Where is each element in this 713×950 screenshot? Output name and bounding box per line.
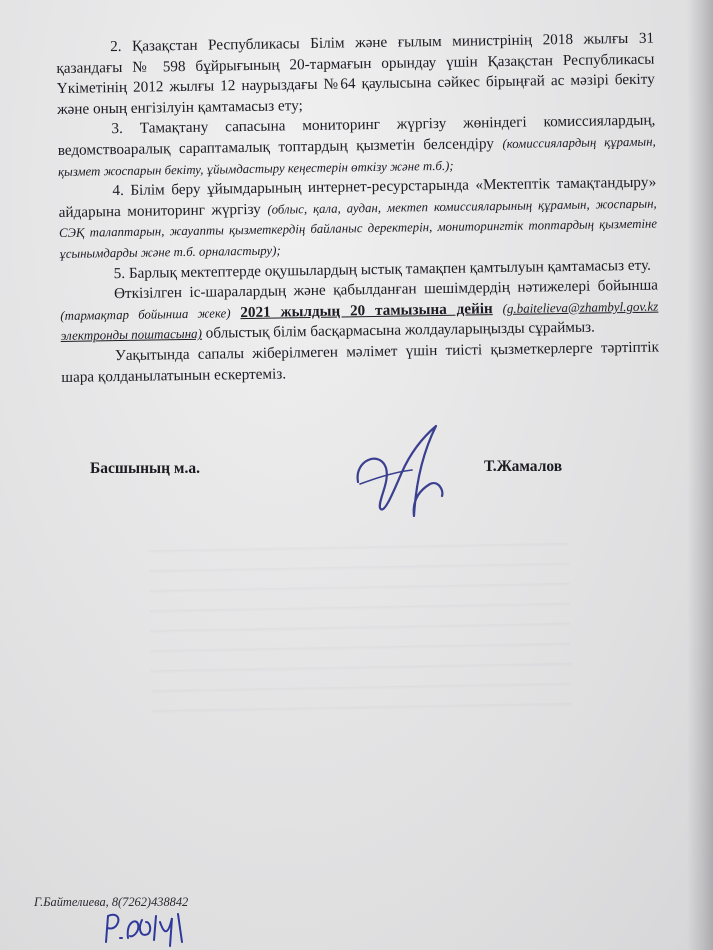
signer-position: Басшының м.а. [90,460,200,477]
paragraph-item-4: 4. Білім беру ұйымдарының интернет-ресурстарында «Мектептік тамақтандыру» айдарына мониторинг жүргізу (облыс, қала, аудан, мектеп комиссияларының құрамын, жоспарын, СЭҚ талаптарын, жауапты қызметкердің байланыс деректерін, мониторингтік топтардың қызметіне ұсынымдарды және т.б. орналастыру); [58,173,658,261]
signer-name: Т.Жамалов [484,458,563,475]
paragraph-item-2: 2. Қазақстан Республикасы Білім және ғылым министрінің 2018 жылғы 31 қазандағы № 598 бұйрығының 20-тармағын орындау үшін Қазақстан Республикасы Үкіметінің 2012 жылғы 12 наурыздағы №64 қаулысына сәйкес бірыңғай ас мәзірі бекіту және оның енгізілуін қамтамасыз ету; [56,29,655,118]
paragraph-item-3-note: (комиссиялардың құрамын, қызмет жоспарын бекіту, ұйымдастыру кеңестерін өткізу және т.б.); [57,134,656,179]
handwritten-signature [350,420,460,530]
bleed-through-text [148,526,571,713]
deadline-date: 2021 жылдың 20 тамызына дейін [240,299,493,321]
paragraph-item-5: 5. Барлық мектептерде оқушылардың ыстық тамақпен қамтылуын қамтамасыз ету. [113,256,652,282]
paragraph-item-4-note: (облыс, қала, аудан, мектеп комиссияларының құрамын, жоспарын, СЭҚ талаптарын, жауапты қызметкердің байланыс деректерін, мониторингтік топтардың қызметіне ұсынымдарды және т.б. орналастыру); [58,196,658,261]
contact-footer: Г.Байтелиева, 8(7262)438842 [34,895,189,909]
result-paragraph: Өткізілген іс-шаралардың және қабылданған шешімдердің нәтижелері бойынша (тармақтар бойынша жеке) 2021 жылдың 20 тамызына дейін (g.baitelieva@zhambyl.gov.kz электронды поштасына) облыстық білім басқармасына жолдауларыңызды сұраймыз. [60,276,659,344]
paragraph-item-3: 3. Тамақтану сапасына мониторинг жүргізу жөніндегі комиссиялардың, ведомствоаралық сараптамалық топтардың қызметін белсендіру (комиссиялардың құрамын, қызмет жоспарын бекіту, ұйымдастыру кеңестерін өткізу және т.б.); [57,111,656,179]
result-note: (тармақтар бойынша жеке) [60,306,231,323]
handwritten-initials [102,908,212,948]
warning-paragraph: Уақытында сапалы жіберілмеген мәлімет үшін тиісті қызметкерлерге тәртіптік шара қолданылатынын ескертеміз. [61,338,660,386]
letter-body [56,29,659,388]
email-note: (g.baitelieva@zhambyl.gov.kz электронды поштасына) [60,298,659,344]
page-edge-shadow [687,0,713,950]
